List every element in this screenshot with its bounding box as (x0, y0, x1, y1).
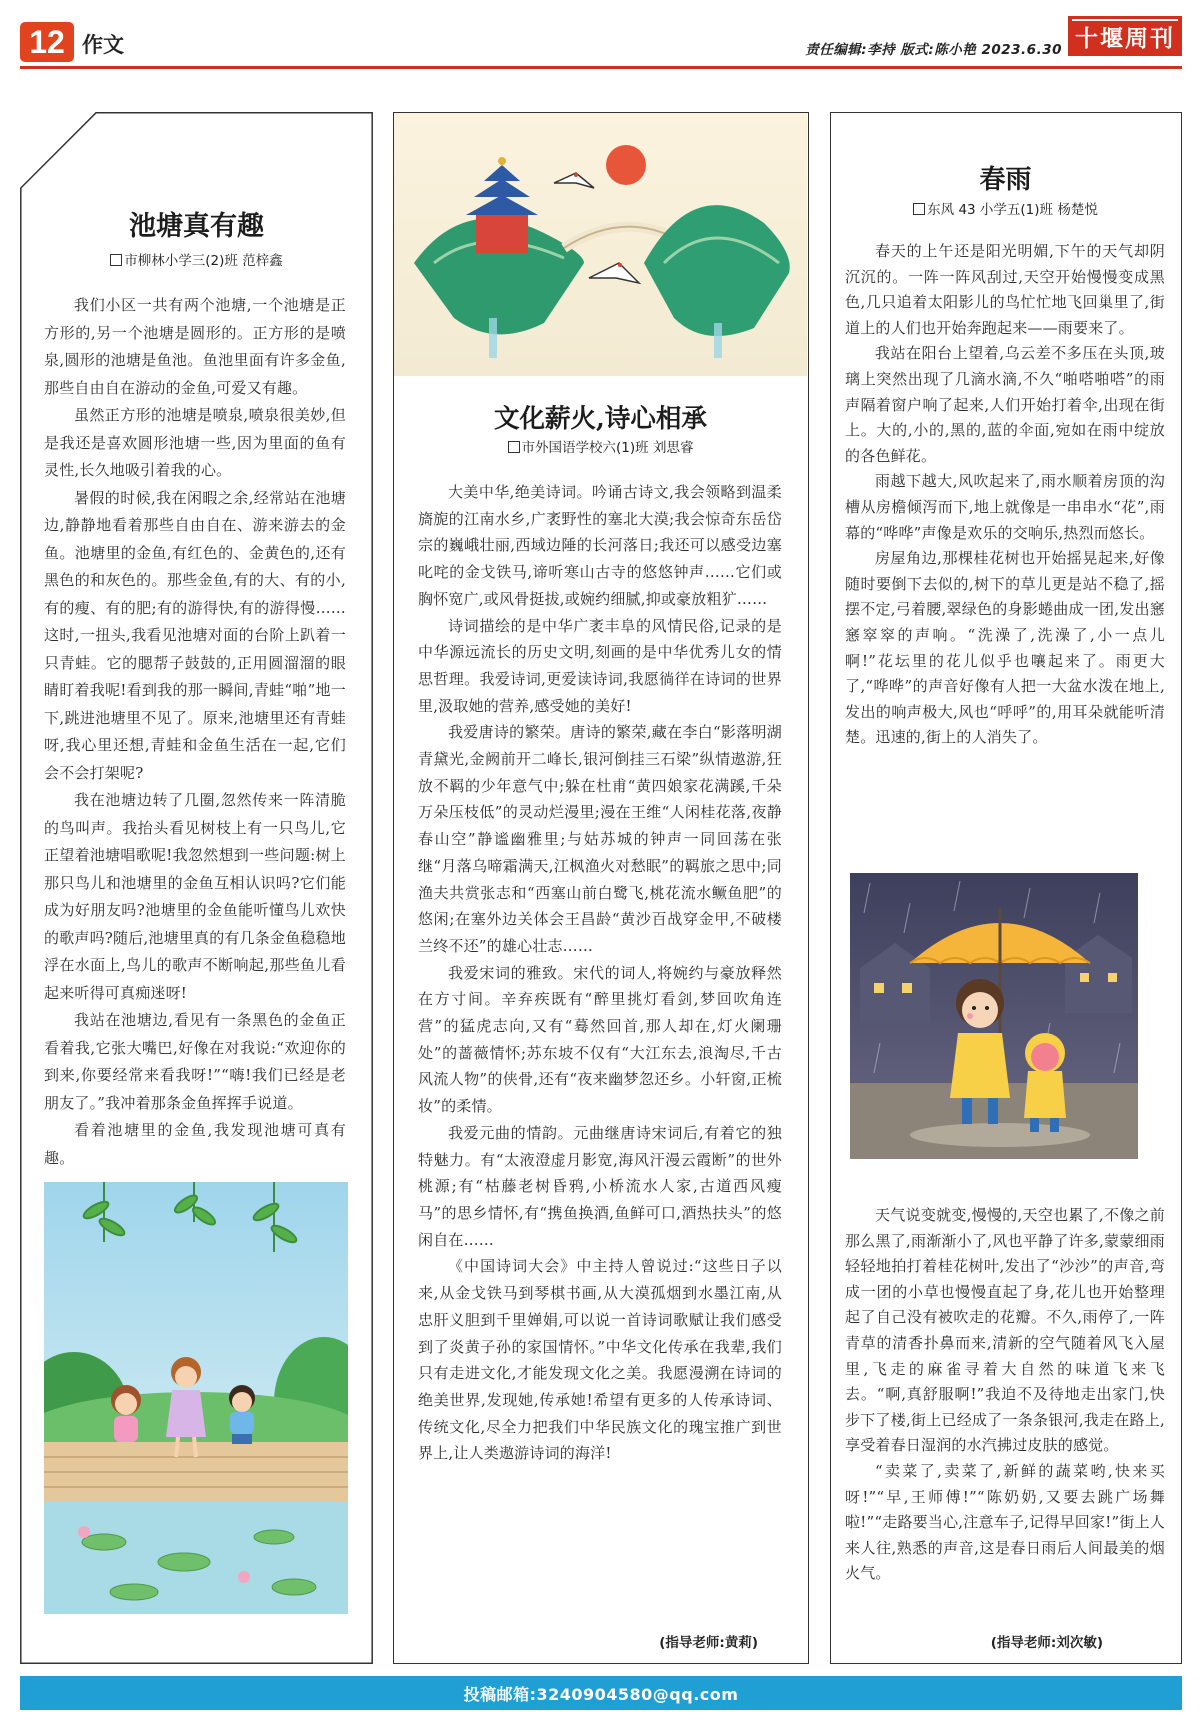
paragraph: 我爱宋词的雅致。宋代的词人,将婉约与豪放释然在方寸间。辛弃疾既有“醉里挑灯看剑,梦回吹角连营”的猛虎志向,又有“蓦然回首,那人却在,灯火阑珊处”的蔷薇情怀;苏东坡不仅有“大江东去,浪淘尽,千古风流人物”的侠骨,还有“夜来幽梦忽还乡。小轩窗,正梳妆”的柔情。 (418, 963, 782, 1116)
article-body (418, 479, 782, 1467)
rain-illustration (850, 873, 1138, 1159)
masthead-logo: 十堰周刊 (1068, 16, 1182, 56)
paragraph: 我站在池塘边,看见有一条黑色的金鱼正看着我,它张大嘴巴,好像在对我说:“欢迎你的到来,你要经常来看我呀!”“嗨!我们已经是老朋友了。”我冲着那条金鱼挥挥手说道。 (44, 1011, 346, 1112)
poetry-illustration (394, 113, 807, 376)
page-number: 12 (20, 22, 74, 62)
paragraph: “卖菜了,卖菜了,新鲜的蔬菜哟,快来买呀!”“早,王师傅!”“陈奶奶,又要去跳广场舞啦!”“走路要当心,注意车子,记得早回家!”街上人来人往,熟悉的声音,这是春日雨后人间最美的烟火气。 (845, 1461, 1165, 1583)
article-spring-rain (830, 112, 1182, 1664)
byline-box-icon (110, 254, 122, 266)
paragraph: 我爱唐诗的繁荣。唐诗的繁荣,藏在李白“影落明湖青黛光,金阙前开二峰长,银河倒挂三石梁”纵情遨游,狂放不羁的少年意气中;躲在杜甫“黄四娘家花满蹊,千朵万朵压枝低”的灵动烂漫里;漫在王维“人闲桂花落,夜静春山空”静谧幽雅里;与姑苏城的钟声一同回荡在张继“月落乌啼霜满天,江枫渔火对愁眠”的羁旅之思中;同渔夫共赏张志和“西塞山前白鹭飞,桃花流水鳜鱼肥”的悠闲;在塞外边关体会王昌龄“黄沙百战穿金甲,不破楼兰终不还”的雄心壮志…… (418, 723, 782, 955)
paragraph: 春天的上午还是阳光明媚,下午的天气却阴沉沉的。一阵一阵风刮过,天空开始慢慢变成黑色,几只追着太阳影儿的鸟忙忙地飞回巢里了,街道上的人们也开始奔跑起来——雨要来了。 (845, 242, 1165, 337)
paragraph: 暑假的时候,我在闲暇之余,经常站在池塘边,静静地看着那些自由自在、游来游去的金鱼。池塘里的金鱼,有红色的、金黄色的,还有黑色的和灰色的。那些金鱼,有的大、有的小,有的瘦、有的肥;有的游得快,有的游得慢……这时,一扭头,我看见池塘对面的台阶上趴着一只青蛙。它的腮帮子鼓鼓的,正用圆溜溜的眼睛盯着我呢!看到我的那一瞬间,青蛙“啪”地一下,跳进池塘里不见了。原来,池塘里还有青蛙呀,我心里还想,青蛙和金鱼生活在一起,它们会不会打架呢? (44, 488, 346, 782)
article-title: 春雨 (979, 165, 1032, 195)
pond-illustration (44, 1182, 348, 1614)
advisor-credit: (指导老师:黄莉) (659, 1635, 758, 1651)
article-poetry (393, 112, 809, 1664)
paragraph: 《中国诗词大会》中主持人曾说过:“这些日子以来,从金戈铁马到琴棋书画,从大漠孤烟到水墨江南,从忠肝义胆到千里婵娟,可以说一首诗词歌赋让我们感受到了炎黄子孙的家国情怀。”中华文化传承在我辈,我们只有走进文化,才能发现文化之美。我愿漫溯在诗词的绝美世界,发现她,传承她!希望有更多的人传承诗词、传统文化,尽全力把我们中华民族文化的瑰宝推广到世界上,让人类遨游诗词的海洋! (418, 1257, 782, 1463)
paragraph: 天气说变就变,慢慢的,天空也累了,不像之前那么黑了,雨渐渐小了,风也平静了许多,蒙蒙细雨轻轻地拍打着桂花树叶,发出了“沙沙”的声音,弯成一团的小草也慢慢直起了身,花儿也开始整理起了自己没有被吹走的花瓣。不久,雨停了,一阵青草的清香扑鼻而来,清新的空气随着风飞入屋里,飞走的麻雀寻着大自然的味道飞来飞去。“啊,真舒服啊!”我迫不及待地走出家门,快步下了楼,街上已经成了一条条银河,我走在路上,享受着春日湿润的水汽拂过皮肤的感觉。 (845, 1206, 1165, 1455)
paragraph: 我爱元曲的情韵。元曲继唐诗宋词后,有着它的独特魅力。有“太液澄虚月影宽,海风汗漫云霞断”的世外桃源;有“枯藤老树昏鸦,小桥流水人家,古道西风瘦马”的思乡情怀,有“携鱼换酒,鱼鲜可口,酒热扶头”的悠闲自在…… (418, 1123, 782, 1249)
advisor-credit: (指导老师:刘次敏) (990, 1635, 1103, 1651)
article-title: 文化薪火,诗心相承 (494, 404, 707, 434)
article-pond (20, 112, 373, 1664)
byline-text: 市外国语学校六(1)班 刘思睿 (521, 440, 694, 456)
article-byline (394, 436, 807, 456)
paragraph: 诗词描绘的是中华广袤丰阜的风情民俗,记录的是中华源远流长的历史文明,刻画的是中华优秀儿女的情思哲理。我爱诗词,更爱读诗词,我愿徜徉在诗词的世界里,汲取她的营养,感受她的美好! (418, 616, 782, 715)
paragraph: 虽然正方形的池塘是喷泉,喷泉很美妙,但是我还是喜欢圆形池塘一些,因为里面的鱼有灵性,长久地吸引着我的心。 (44, 406, 346, 479)
article-title: 池塘真有趣 (129, 211, 264, 242)
section-title: 作文 (82, 33, 124, 57)
byline-text: 东风 43 小学五(1)班 杨楚悦 (927, 202, 1098, 218)
article-byline (20, 249, 373, 269)
byline-text: 市柳林小学三(2)班 范梓鑫 (124, 253, 283, 269)
article-body (845, 239, 1165, 751)
paragraph: 房屋角边,那棵桂花树也开始摇晃起来,好像随时要倒下去似的,树下的草儿更是站不稳了,摇摆不定,弓着腰,翠绿色的身影蜷曲成一团,发出窸窸窣窣的声响。“洗澡了,洗澡了,小一点儿啊!”花坛里的花儿似乎也嚷起来了。雨更大了,“哗哗”的声音好像有人把一大盆水泼在地上,发出的响声极大,风也“呼呼”的,用耳朵就能听清楚。迅速的,街上的人消失了。 (845, 549, 1165, 747)
article-body (845, 1203, 1165, 1587)
byline-box-icon (508, 441, 520, 453)
paragraph: 大美中华,绝美诗词。吟诵古诗文,我会领略到温柔旖旎的江南水乡,广袤野性的塞北大漠;我会惊奇东岳岱宗的巍峨壮丽,西域边陲的长河落日;我还可以感受边塞叱咤的金戈铁马,谛听寒山古寺的悠悠钟声……它们或胸怀宽广,或风骨挺拔,或婉约细腻,抑或豪放粗犷…… (418, 483, 782, 608)
paragraph: 我站在阳台上望着,乌云差不多压在头顶,玻璃上突然出现了几滴水滴,不久“啪嗒啪嗒”的雨声隔着窗户响了起来,人们开始打着伞,出现在街上。大的,小的,黑的,蓝的伞面,宛如在雨中绽放的各色鲜花。 (845, 344, 1165, 465)
article-byline (831, 198, 1180, 218)
byline-box-icon (913, 203, 925, 215)
paragraph: 我们小区一共有两个池塘,一个池塘是正方形的,另一个池塘是圆形的。正方形的是喷泉,圆形的池塘是鱼池。鱼池里面有许多金鱼,那些自由自在游动的金鱼,可爱又有趣。 (44, 296, 346, 397)
paragraph: 看着池塘里的金鱼,我发现池塘可真有趣。 (44, 1121, 346, 1167)
submission-email-bar: 投稿邮箱:3240904580@qq.com (20, 1676, 1182, 1710)
editor-credits: 责任编辑:李持 版式:陈小艳 2023.6.30 (805, 42, 1062, 58)
article-body (44, 292, 346, 1172)
paragraph: 雨越下越大,风吹起来了,雨水顺着房顶的沟槽从房檐倾泻而下,地上就像是一串串水“花”,雨幕的“哗哗”声像是欢乐的交响乐,热烈而悠长。 (845, 472, 1165, 542)
header-rule (20, 66, 1182, 69)
paragraph: 我在池塘边转了几圈,忽然传来一阵清脆的鸟叫声。我抬头看见树枝上有一只鸟儿,它正望着池塘唱歌呢!我忽然想到一些问题:树上那只鸟儿和池塘里的金鱼互相认识吗?它们能成为好朋友吗?池塘里的金鱼能听懂鸟儿欢快的歌声吗?随后,池塘里真的有几条金鱼稳稳地浮在水面上,鸟儿的歌声不断响起,那些鱼儿看起来听得可真痴迷呀! (44, 791, 347, 1002)
